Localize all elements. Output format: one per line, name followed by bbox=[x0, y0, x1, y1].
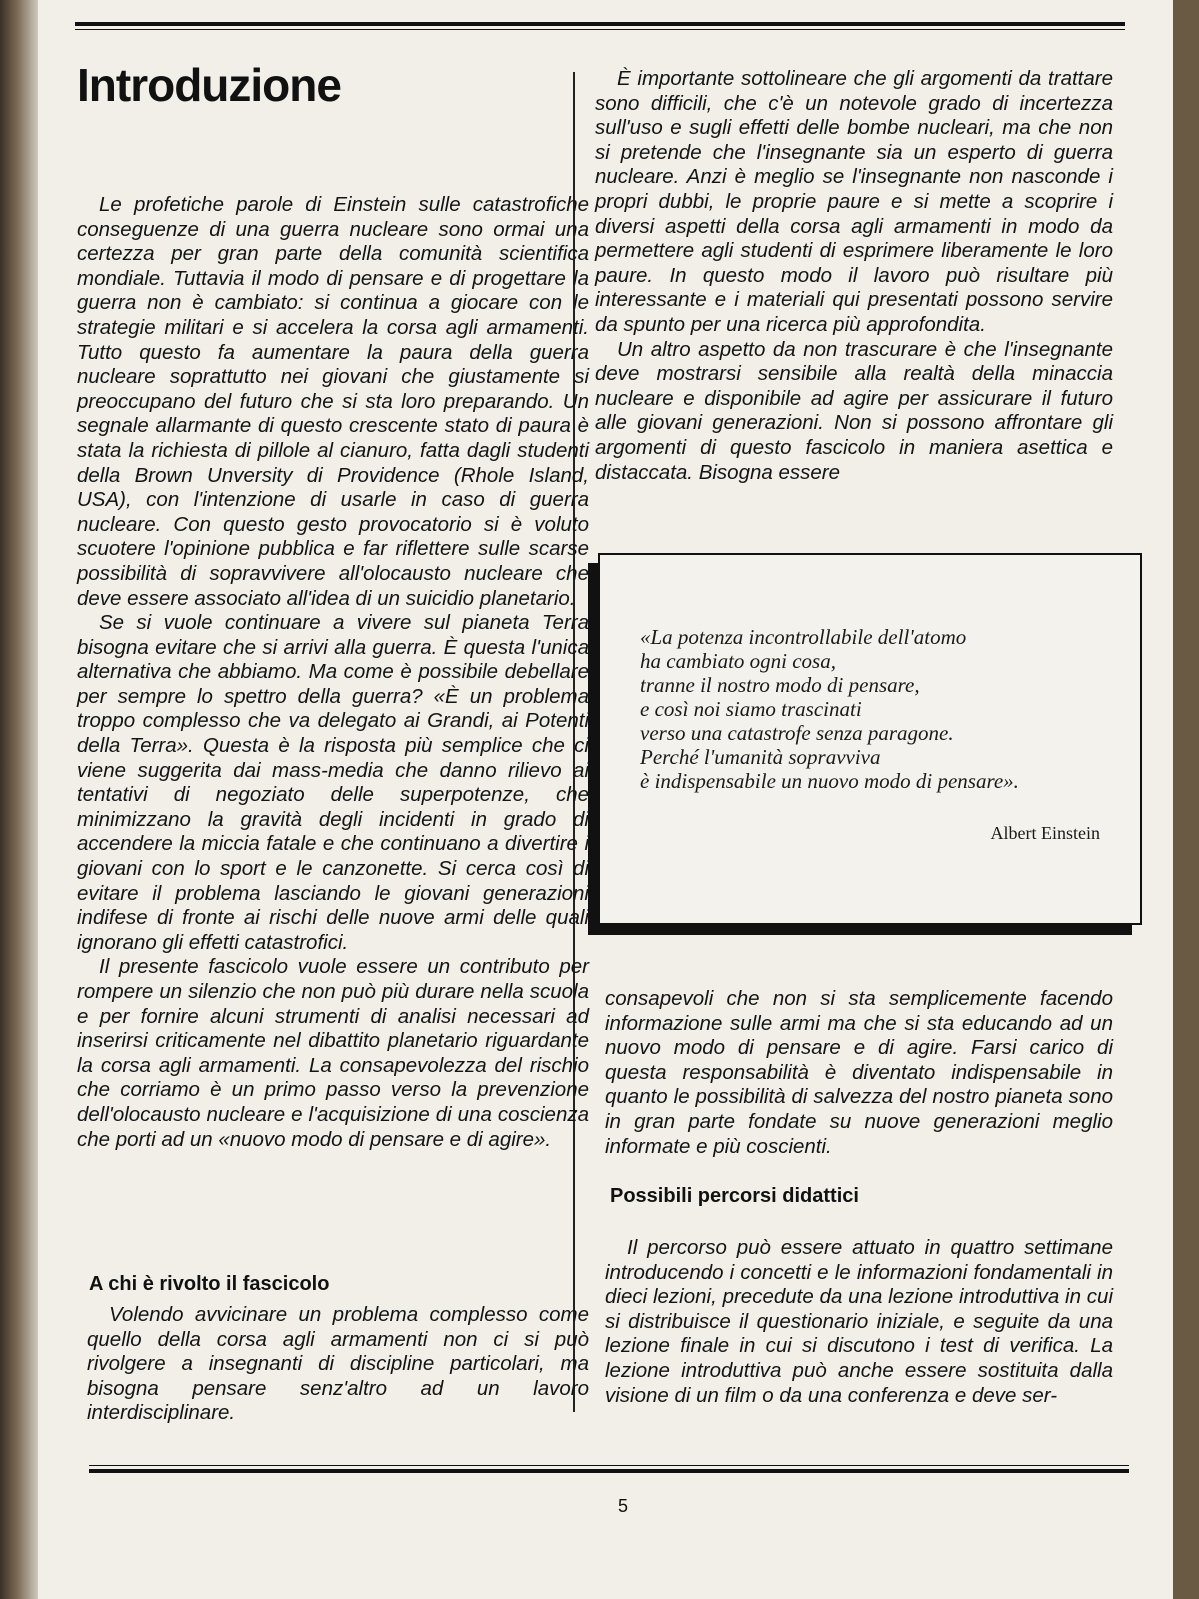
paragraph: Le profetiche parole di Einstein sulle catastrofiche conseguenze di una guerra nucleare sono ormai una certezza per gran parte della comunità scientifica mondiale. Tuttavia il modo di pensare e di progettare la guerra non è cambiato: si continua a giocare con le strategie militari e si accelera la corsa agli armamenti. Tutto questo fa aumentare la paura della guerra nucleare soprattutto nei giovani che giustamente si preoccupano del futuro che si sta loro preparando. Un segnale allarmante di questo crescente stato di paura è stata la richiesta di pillole al cianuro, fatta dagli studenti della Brown Unversity di Providence (Rhole Island, USA), con l'intenzione di usarle in caso di guerra nucleare. Con questo gesto provocatorio si è voluto scuotere l'opinione pubblica e far riflettere sulle scarse possibilità di sopravvivere all'olocausto nucleare che deve essere associato all'idea di un suicidio planetario. bbox=[77, 193, 589, 610]
paragraph: Se si vuole continuare a vivere sul pianeta Terra bisogna evitare che si arrivi alla guerra. È questa l'unica alternativa che abbiamo. Ma come è possibile debellare per sempre lo spettro della guerra? «È un problema troppo complesso che va delegato ai Grandi, ai Potenti della Terra». Questa è la risposta più semplice che ci viene suggerita dai mass-media che danno rilievo ai tentativi di negoziato delle superpotenze, che minimizzano la gravità degli incidenti in grado di accendere la miccia fatale e che continuano a divertire i giovani con lo sport e le canzonette. Si cerca così di evitare il problema lasciando le giovani generazioni indifese di fronte ai rischi delle nuove armi delle quali ignorano gli effetti catastrofici. bbox=[77, 611, 589, 954]
audience-section-body bbox=[87, 1303, 589, 1426]
right-column-continuation bbox=[605, 987, 1113, 1159]
paragraph: È importante sottolineare che gli argomenti da trattare sono difficili, che c'è un notevole grado di incertezza sull'uso e sugli effetti delle bombe nucleari, ma che non si pretende che l'insegnante sia un esperto di guerra nucleare. Anzi è meglio se l'insegnante non nasconde i propri dubbi, le proprie paure e si mette a scoprire i diversi aspetti della corsa agli armamenti in modo da permettere agli studenti di esprimere liberamente le loro paure. In questo modo il lavoro può risultare più interessante e i materiali qui presentati possono servire da spunto per una ricerca più approfondita. bbox=[595, 67, 1113, 336]
quote-line: tranne il nostro modo di pensare, bbox=[640, 673, 920, 697]
left-column-body bbox=[77, 193, 589, 1152]
quote-line: è indispensabile un nuovo modo di pensare». bbox=[640, 769, 1019, 793]
top-rule bbox=[75, 22, 1125, 30]
quote-author: Albert Einstein bbox=[990, 823, 1100, 843]
quote-box bbox=[598, 553, 1142, 925]
quote-line: e così noi siamo trascinati bbox=[640, 697, 862, 721]
page bbox=[38, 0, 1173, 1599]
quote-line: «La potenza incontrollabile dell'atomo bbox=[640, 625, 967, 649]
page-title: Introduzione bbox=[77, 59, 341, 111]
paragraph: Il percorso può essere attuato in quattro settimane introducendo i concetti e le informazioni fondamentali in dieci lezioni, precedute da una lezione introduttiva in cui si distribuisce il questionario iniziale, e seguite da una lezione finale in cui si discutono i test di verifica. La lezione introduttiva può anche essere sostituita dalla visione di un film o da una conferenza e deve ser- bbox=[605, 1236, 1113, 1407]
quote-line: ha cambiato ogni cosa, bbox=[640, 649, 836, 673]
einstein-quote bbox=[640, 625, 1019, 793]
page-number: 5 bbox=[618, 1496, 629, 1516]
right-column-body bbox=[595, 67, 1113, 485]
quote-line: Perché l'umanità sopravviva bbox=[640, 745, 881, 769]
quote-line: verso una catastrofe senza paragone. bbox=[640, 721, 954, 745]
teaching-paths-section-body bbox=[605, 1236, 1113, 1408]
section-heading-audience: A chi è rivolto il fascicolo bbox=[89, 1273, 330, 1295]
paragraph: Un altro aspetto da non trascurare è che l'insegnante deve mostrarsi sensibile alla realtà della minaccia nucleare e disponibile ad agire per assicurare il futuro alle giovani generazioni. Non si possono affrontare gli argomenti di questo fascicolo in maniera asettica e distaccata. Bisogna essere bbox=[595, 337, 1113, 484]
paragraph: consapevoli che non si sta semplicemente facendo informazione sulle armi ma che si sta educando ad un nuovo modo di pensare e di agire. Farsi carico di questa responsabilità è diventato indispensabile in quanto le possibilità di salvezza del nostro pianeta sono in gran parte fondate su nuove generazioni meglio informate e più coscienti. bbox=[605, 987, 1113, 1158]
bottom-rule bbox=[89, 1462, 1129, 1473]
paragraph: Il presente fascicolo vuole essere un contributo per rompere un silenzio che non può più durare nella scuola e per fornire alcuni strumenti di analisi necessari ad inserirsi criticamente nel dibattito planetario riguardante la corsa agli armamenti. La consapevolezza del rischio che corriamo è un primo passo verso la prevenzione dell'olocausto nucleare e l'acquisizione di una coscienza che porti ad un «nuovo modo di pensare e di agire». bbox=[77, 955, 589, 1151]
book-spine-shadow bbox=[0, 0, 38, 1599]
paragraph: Volendo avvicinare un problema complesso come quello della corsa agli armamenti non ci si può rivolgere a insegnanti di discipline particolari, ma bisogna pensare senz'altro ad un lavoro interdisciplinare. bbox=[87, 1303, 589, 1425]
section-heading-teaching-paths: Possibili percorsi didattici bbox=[610, 1185, 859, 1207]
